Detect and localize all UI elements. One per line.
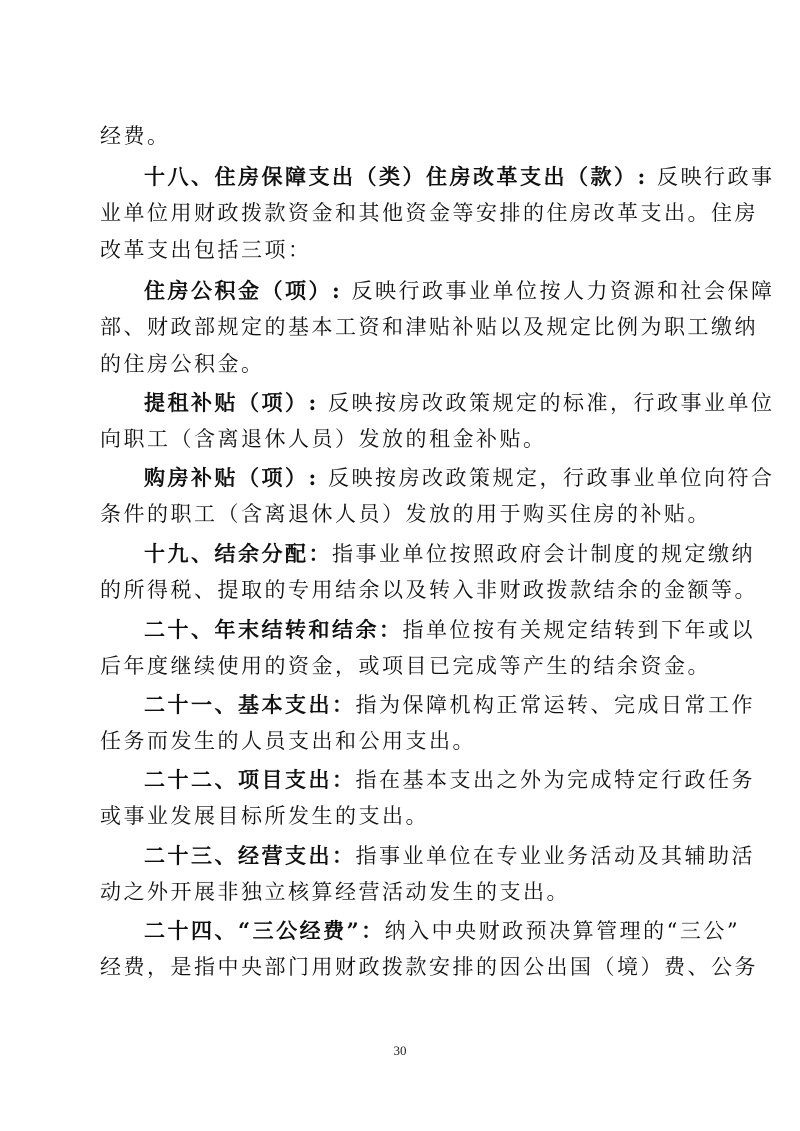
text-line: 条件的职工（含离退休人员）发放的用于购买住房的补贴。 (100, 502, 711, 526)
term-definition: 反映按房改政策规定，行政事业单位向符合 (318, 466, 775, 490)
term-definition: 指单位按有关规定结转到下年或以 (402, 618, 755, 642)
text-line (100, 761, 755, 798)
term-definition: 指事业单位按照政府会计制度的规定缴纳 (332, 542, 755, 566)
text-line: 的所得税、提取的专用结余以及转入非财政拨款结余的金额等。 (100, 578, 758, 602)
term-heading: 住房公积金（项）: (144, 278, 343, 303)
term-definition: 指为保障机构正常运转、完成日常工作 (355, 693, 755, 717)
text-line (100, 837, 755, 874)
term-definition: 指在基本支出之外为完成特定行政任务 (355, 768, 755, 792)
paragraph-surplus-distribution (100, 535, 758, 609)
text-line: 的住房公积金。 (100, 352, 265, 376)
text-line: 向职工（含离退休人员）发放的租金补贴。 (100, 427, 547, 451)
term-heading: 购房补贴（项）: (144, 465, 319, 490)
text-line: 业单位用财政拨款资金和其他资金等安排的住房改革支出。住房 (100, 201, 758, 225)
term-heading: 十九、结余分配： (144, 541, 332, 566)
term-heading: 提租补贴（项）: (144, 390, 319, 415)
term-definition: 反映按房改政策规定的标准，行政事业单位 (318, 391, 775, 415)
text-line (100, 611, 755, 648)
text-line: 部、财政部规定的基本工资和津贴补贴以及规定比例为职工缴纳 (100, 315, 758, 339)
text-line: 或事业发展目标所发生的支出。 (100, 804, 429, 828)
term-definition: 纳入中央财政预决算管理的“三公” (384, 919, 741, 943)
term-heading: 二十一、基本支出： (144, 692, 356, 717)
paragraph-continuation (100, 118, 704, 155)
text-line (100, 384, 775, 421)
text-line (100, 686, 755, 723)
paragraph-three-public-expenses (100, 912, 758, 986)
paragraph-project-expenditure (100, 761, 755, 835)
text-line: 经费，是指中央部门用财政拨款安排的因公出国（境）费、公务 (100, 955, 758, 979)
paragraph-year-end-carryover (100, 611, 755, 685)
text-line (100, 535, 755, 572)
term-definition: 反映行政事 (647, 165, 775, 189)
paragraph-housing-provident-fund (100, 272, 775, 383)
paragraph-operating-expenditure (100, 837, 755, 911)
term-heading: 二十四、“三公经费”： (144, 918, 385, 943)
page-number: 30 (393, 1043, 407, 1058)
text-line: 改革支出包括三项： (100, 238, 312, 262)
text-line: 动之外开展非独立核算经营活动发生的支出。 (100, 880, 570, 904)
text-line (100, 459, 775, 496)
text-line: 任务而发生的人员支出和公用支出。 (100, 729, 476, 753)
paragraph-housing-purchase-subsidy (100, 459, 775, 533)
term-definition: 反映行政事业单位按人力资源和社会保障 (342, 279, 775, 303)
text-line: 经费。 (100, 124, 171, 148)
text-line: 后年度继续使用的资金，或项目已完成等产生的结余资金。 (100, 654, 711, 678)
term-definition: 指事业单位在专业业务活动及其辅助活 (355, 844, 755, 868)
paragraph-basic-expenditure (100, 686, 755, 760)
text-line (100, 272, 775, 309)
paragraph-housing-security-expenditure (100, 158, 775, 269)
term-heading: 十八、住房保障支出（类）住房改革支出（款）: (144, 164, 648, 189)
term-heading: 二十、年末结转和结余： (144, 617, 403, 642)
text-line (100, 158, 775, 195)
term-heading: 二十三、经营支出： (144, 843, 356, 868)
term-heading: 二十二、项目支出： (144, 767, 356, 792)
text-line (100, 912, 741, 949)
paragraph-rent-subsidy (100, 384, 775, 458)
